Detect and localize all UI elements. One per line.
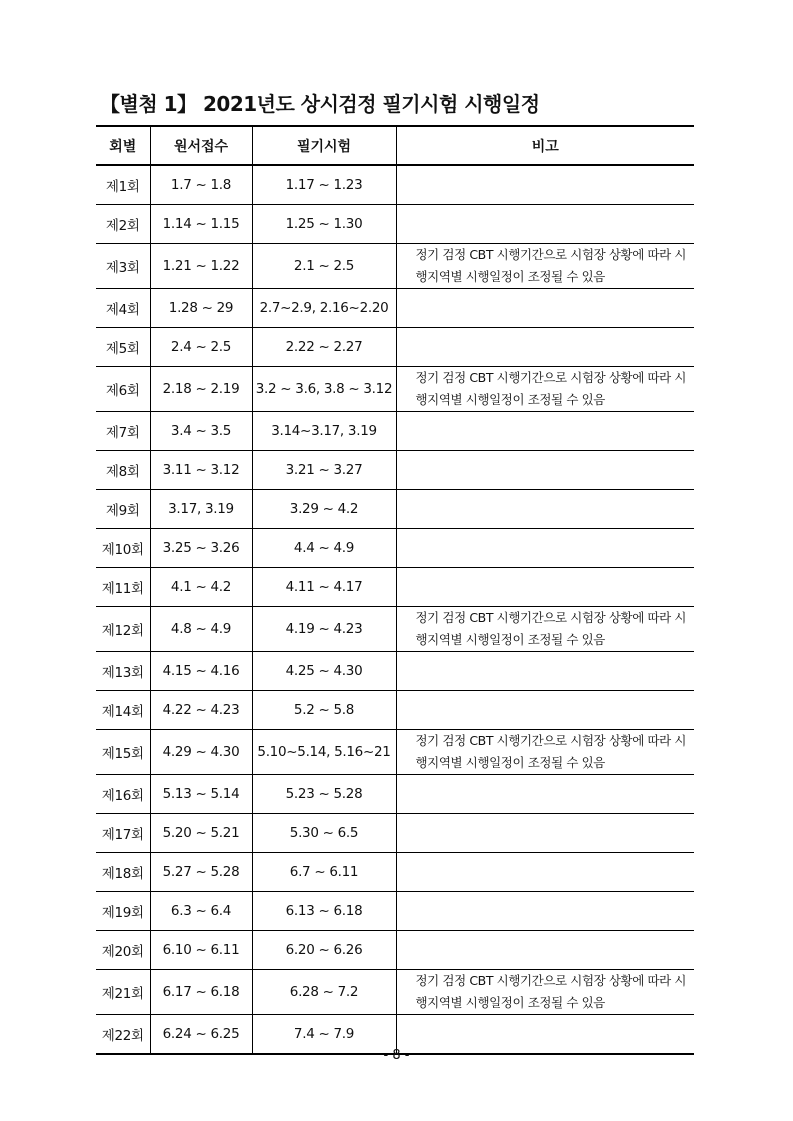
note-cell <box>396 165 694 205</box>
exam-cell: 2.1 ~ 2.5 <box>252 244 396 289</box>
application-cell: 1.7 ~ 1.8 <box>150 165 252 205</box>
note-cell <box>396 529 694 568</box>
round-cell: 제15회 <box>96 730 150 775</box>
table-row <box>96 931 694 970</box>
exam-cell: 5.2 ~ 5.8 <box>252 691 396 730</box>
table-row <box>96 165 694 205</box>
round-cell: 제2회 <box>96 205 150 244</box>
table-row <box>96 244 694 289</box>
application-cell: 4.22 ~ 4.23 <box>150 691 252 730</box>
table-row <box>96 289 694 328</box>
round-cell: 제11회 <box>96 568 150 607</box>
application-cell: 4.8 ~ 4.9 <box>150 607 252 652</box>
application-cell: 3.4 ~ 3.5 <box>150 412 252 451</box>
table-row <box>96 853 694 892</box>
application-cell: 6.10 ~ 6.11 <box>150 931 252 970</box>
table-row <box>96 490 694 529</box>
note-cell <box>396 412 694 451</box>
round-cell: 제7회 <box>96 412 150 451</box>
application-cell: 2.18 ~ 2.19 <box>150 367 252 412</box>
round-cell: 제14회 <box>96 691 150 730</box>
application-cell: 4.15 ~ 4.16 <box>150 652 252 691</box>
table-row <box>96 892 694 931</box>
table-row <box>96 205 694 244</box>
round-cell: 제10회 <box>96 529 150 568</box>
exam-cell: 4.25 ~ 4.30 <box>252 652 396 691</box>
note-cell <box>396 652 694 691</box>
round-cell: 제9회 <box>96 490 150 529</box>
application-cell: 5.20 ~ 5.21 <box>150 814 252 853</box>
table-header-row <box>96 126 694 165</box>
page-number: - 8 - <box>383 1048 410 1063</box>
note-cell: 정기 검정 CBT 시행기간으로 시험장 상황에 따라 시행지역별 시행일정이 조정될 수 있음 <box>396 730 694 775</box>
round-cell: 제8회 <box>96 451 150 490</box>
round-cell: 제20회 <box>96 931 150 970</box>
exam-cell: 6.7 ~ 6.11 <box>252 853 396 892</box>
note-cell <box>396 853 694 892</box>
table-row <box>96 367 694 412</box>
table-row <box>96 451 694 490</box>
note-cell <box>396 775 694 814</box>
round-cell: 제17회 <box>96 814 150 853</box>
page-title: 【별첨 1】 2021년도 상시검정 필기시험 시행일정 <box>100 92 540 116</box>
exam-cell: 1.25 ~ 1.30 <box>252 205 396 244</box>
table-row <box>96 775 694 814</box>
round-cell: 제18회 <box>96 853 150 892</box>
header-exam: 필기시험 <box>252 126 396 165</box>
schedule-table-body <box>96 165 694 1054</box>
application-cell: 5.13 ~ 5.14 <box>150 775 252 814</box>
application-cell: 6.24 ~ 6.25 <box>150 1015 252 1055</box>
note-cell <box>396 568 694 607</box>
note-cell <box>396 451 694 490</box>
header-application: 원서접수 <box>150 126 252 165</box>
exam-cell: 5.23 ~ 5.28 <box>252 775 396 814</box>
round-cell: 제16회 <box>96 775 150 814</box>
note-cell <box>396 931 694 970</box>
schedule-table <box>96 125 694 1055</box>
note-cell <box>396 328 694 367</box>
round-cell: 제12회 <box>96 607 150 652</box>
table-row <box>96 652 694 691</box>
table-row <box>96 607 694 652</box>
round-cell: 제6회 <box>96 367 150 412</box>
note-cell <box>396 289 694 328</box>
note-cell <box>396 490 694 529</box>
application-cell: 2.4 ~ 2.5 <box>150 328 252 367</box>
exam-cell: 4.4 ~ 4.9 <box>252 529 396 568</box>
exam-cell: 2.7~2.9, 2.16~2.20 <box>252 289 396 328</box>
round-cell: 제4회 <box>96 289 150 328</box>
application-cell: 3.25 ~ 3.26 <box>150 529 252 568</box>
round-cell: 제13회 <box>96 652 150 691</box>
table-row <box>96 412 694 451</box>
application-cell: 3.17, 3.19 <box>150 490 252 529</box>
note-cell: 정기 검정 CBT 시행기간으로 시험장 상황에 따라 시행지역별 시행일정이 조정될 수 있음 <box>396 244 694 289</box>
round-cell: 제5회 <box>96 328 150 367</box>
exam-cell: 6.20 ~ 6.26 <box>252 931 396 970</box>
exam-cell: 7.4 ~ 7.9 <box>252 1015 396 1055</box>
application-cell: 4.1 ~ 4.2 <box>150 568 252 607</box>
note-cell: 정기 검정 CBT 시행기간으로 시험장 상황에 따라 시행지역별 시행일정이 조정될 수 있음 <box>396 607 694 652</box>
application-cell: 6.17 ~ 6.18 <box>150 970 252 1015</box>
exam-cell: 5.10~5.14, 5.16~21 <box>252 730 396 775</box>
table-row <box>96 730 694 775</box>
round-cell: 제1회 <box>96 165 150 205</box>
application-cell: 5.27 ~ 5.28 <box>150 853 252 892</box>
exam-cell: 4.19 ~ 4.23 <box>252 607 396 652</box>
exam-cell: 6.13 ~ 6.18 <box>252 892 396 931</box>
note-cell <box>396 205 694 244</box>
exam-cell: 3.29 ~ 4.2 <box>252 490 396 529</box>
round-cell: 제22회 <box>96 1015 150 1055</box>
note-cell: 정기 검정 CBT 시행기간으로 시험장 상황에 따라 시행지역별 시행일정이 조정될 수 있음 <box>396 970 694 1015</box>
note-cell <box>396 892 694 931</box>
table-row <box>96 328 694 367</box>
application-cell: 1.21 ~ 1.22 <box>150 244 252 289</box>
exam-cell: 1.17 ~ 1.23 <box>252 165 396 205</box>
table-row <box>96 814 694 853</box>
exam-cell: 3.2 ~ 3.6, 3.8 ~ 3.12 <box>252 367 396 412</box>
exam-cell: 6.28 ~ 7.2 <box>252 970 396 1015</box>
table-row <box>96 529 694 568</box>
round-cell: 제19회 <box>96 892 150 931</box>
table-row <box>96 568 694 607</box>
round-cell: 제21회 <box>96 970 150 1015</box>
application-cell: 4.29 ~ 4.30 <box>150 730 252 775</box>
application-cell: 1.28 ~ 29 <box>150 289 252 328</box>
table-row <box>96 691 694 730</box>
note-cell <box>396 814 694 853</box>
exam-cell: 4.11 ~ 4.17 <box>252 568 396 607</box>
round-cell: 제3회 <box>96 244 150 289</box>
exam-cell: 5.30 ~ 6.5 <box>252 814 396 853</box>
table-row <box>96 970 694 1015</box>
exam-cell: 3.14~3.17, 3.19 <box>252 412 396 451</box>
application-cell: 1.14 ~ 1.15 <box>150 205 252 244</box>
header-round: 회별 <box>96 126 150 165</box>
exam-cell: 2.22 ~ 2.27 <box>252 328 396 367</box>
exam-cell: 3.21 ~ 3.27 <box>252 451 396 490</box>
header-note: 비고 <box>396 126 694 165</box>
application-cell: 6.3 ~ 6.4 <box>150 892 252 931</box>
note-cell <box>396 691 694 730</box>
application-cell: 3.11 ~ 3.12 <box>150 451 252 490</box>
note-cell: 정기 검정 CBT 시행기간으로 시험장 상황에 따라 시행지역별 시행일정이 조정될 수 있음 <box>396 367 694 412</box>
